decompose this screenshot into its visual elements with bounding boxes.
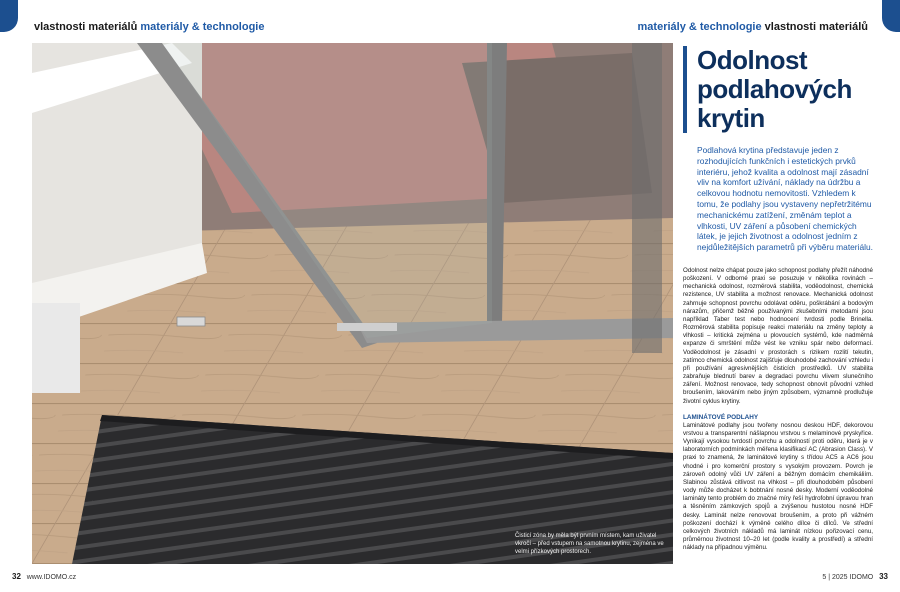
- section-heading: LAMINÁTOVÉ PODLAHY: [683, 413, 759, 421]
- title-line-2: podlahových: [697, 74, 852, 104]
- running-header-left: [34, 21, 264, 33]
- article-title: [683, 46, 887, 133]
- article-body: [683, 267, 873, 552]
- header-right-accent: materiály & technologie: [637, 21, 762, 33]
- corner-tab-right: [882, 0, 900, 32]
- footer-right: [822, 572, 888, 581]
- photo-caption: Čisticí zóna by měla být prvním místem, kam uživatel vkročí – před vstupem na samotnou krytinu, zejména ve velmi přízkových prostorech.: [515, 533, 664, 555]
- title-line-3: krytin: [697, 103, 765, 133]
- corner-tab-left: [0, 0, 18, 32]
- running-header-right: [638, 21, 868, 33]
- header-left-plain: vlastnosti materiálů: [34, 21, 138, 33]
- footer-left: [12, 572, 76, 581]
- page-number-right: 33: [879, 572, 888, 581]
- header-right-plain: vlastnosti materiálů: [764, 21, 868, 33]
- page-number-left: 32: [12, 572, 21, 581]
- article-photo: [32, 43, 673, 564]
- footer-url: www.IDOMO.cz: [26, 574, 77, 581]
- header-left-accent: materiály & technologie: [140, 21, 265, 33]
- title-line-1: Odolnost: [697, 45, 808, 75]
- footer-issue: 5 | 2025 IDOMO: [822, 574, 874, 581]
- doorway-illustration: [32, 43, 673, 564]
- body-paragraph-2: Laminátové podlahy jsou tvořeny nosnou deskou HDF, dekorovou vrstvou a transparentní nášlapnou vrstvou s melaminové pryskyřice. Vynikají vysokou tvrdostí povrchu a odolností proti oděru, která je v laboratorních podmínkách měřena klasifikací AC (Abrasion Class). V praxi to znamená, že laminátové krytiny s třídou AC5 a AC6 jsou vhodné i pro komerční prostory s vysokým provozem. Povrch je zároveň odolný vůči UV záření a běžným domácím chemikáliím. Slabinou zůstává citlivost na vlhkost – při dlouhodobém působení vody může docházet k bobtnání nosné desky. Moderní voděodolné lamináty tento problém do značné míry řeší hydrofobní úpravou hran a těsněním zámkových spojů a zvýšenou hustotou nosné HDF desky. Laminát nelze renovovat broušením, a proto při vážném poškození dochází k výměně celého dílce či dílců. Ve střední celkových životních nákladů má laminát nízkou pořizovací cenu, průměrnou životnost 10–20 let (podle kvality a prostředí) a střední náklady na případnou výměnu.: [683, 421, 873, 552]
- body-paragraph-1: Odolnost nelze chápat pouze jako schopnost podlahy přežít náhodné poškození. V odborné praxi se posuzuje v několika rovinách – mechanická odolnost, rozměrová stabilita, voděodolnost, chemická rezistence, UV stabilita a možnost renovace. Mechanická odolnost zahrnuje schopnost povrchu odolávat oděru, poškrábání a bodovým nárazům, přičemž běžně používanými zkušebními metodami jsou například Taber test nebo hodnocení tvrdosti podle Brinella. Rozměrová stabilita popisuje reakci materiálu na změny teploty a vlhkosti – kritická zejména u plovoucích systémů, kde nadměrná expanze či smrštění může vést ke vzniku spár nebo deformací. Voděodolnost je zásadní v prostorách s rizikem rozlití tekutin, zatímco chemická odolnost zajišťuje dlouhodobé zachování vzhledu i při používání agresivnějších čisticích prostředků. UV stabilita zabraňuje blednutí barev a degradaci povrchu vlivem slunečního záření. Možnost renovace, tedy schopnost obnovit původní vzhled broušením, lakováním nebo jiným způsobem, významně prodlužuje životní cyklus krytiny.: [683, 267, 873, 405]
- article-lead: Podlahová krytina představuje jeden z rozhodujících funkčních i estetických prvků interiéru, jehož kvalita a odolnost mají zásadní vliv na komfort užívání, náklady na údržbu a celkovou hodnotu nemovitosti. Vzhledem k tomu, že podlahy jsou vystaveny nepřetržitému mechanickému zatížení, změnám teplot a vlhkosti, UV záření a působení chemických látek, je jejich životnost a odolnost jedním z nejdůležitějších parametrů při výběru materiálu.: [697, 145, 873, 253]
